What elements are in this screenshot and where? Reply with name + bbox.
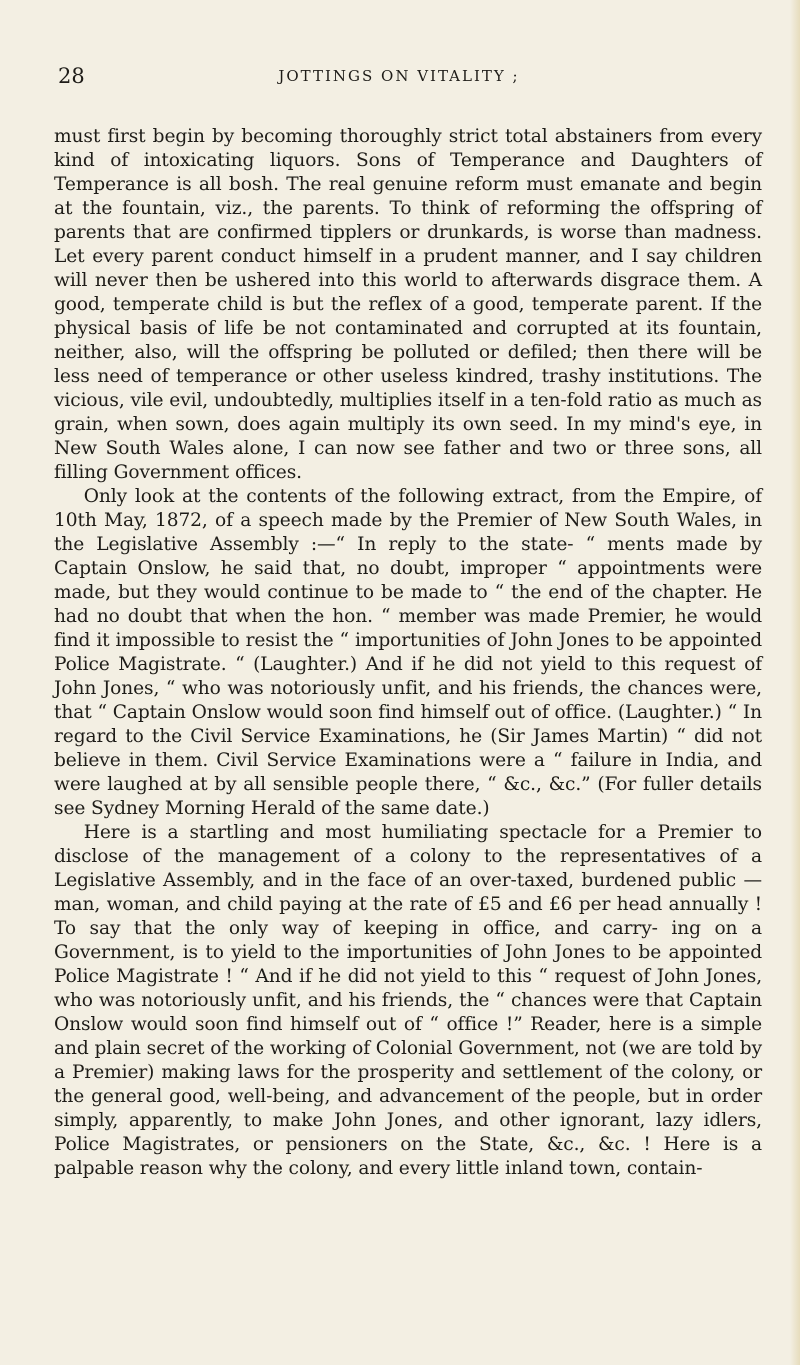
- page-edge: [790, 0, 800, 1365]
- paragraph: Only look at the contents of the following extract, from the Empire, of 10th May, 1872, of a speech made by the Premier of New South Wales, in the Legislative Assembly :—“ In reply to the state- “ ments made by Captain Onslow, he said that, no doubt, improper “ appointments were made, but they would continue to be made to “ the end of the chapter. He had no doubt that when the hon. “ member was made Premier, he would find it impossible to resist the “ importunities of John Jones to be appointed Police Magistrate. “ (Laughter.) And if he did not yield to this request of John Jones, “ who was notoriously unfit, and his friends, the chances were, that “ Captain Onslow would soon find himself out of office. (Laughter.) “ In regard to the Civil Service Examinations, he (Sir James Martin) “ did not believe in them. Civil Service Examinations were a “ failure in India, and were laughed at by all sensible people there, “ &c., &c.” (For fuller details see Sydney Morning Herald of the same date.): [54, 486, 762, 819]
- running-head: JOTTINGS ON VITALITY ;: [278, 67, 520, 85]
- paragraph: Here is a startling and most humiliating spectacle for a Premier to disclose of the management of a colony to the representatives of a Legislative Assembly, and in the face of an over-taxed, burdened public —man, woman, and child paying at the rate of £5 and £6 per head annually ! To say that the only way of keeping in office, and carry- ing on a Government, is to yield to the importunities of John Jones to be appointed Police Magistrate ! “ And if he did not yield to this “ request of John Jones, who was notoriously unfit, and his friends, the “ chances were that Captain Onslow would soon find himself out of “ office !” Reader, here is a simple and plain secret of the working of Colonial Government, not (we are told by a Premier) making laws for the prosperity and settlement of the colony, or the general good, well-being, and advancement of the people, but in order simply, apparently, to make John Jones, and other ignorant, lazy idlers, Police Magistrates, or pensioners on the State, &c., &c. ! Here is a palpable reason why the colony, and every little inland town, contain-: [54, 822, 762, 1179]
- page-number: 28: [58, 64, 85, 88]
- body-text: [54, 125, 762, 1181]
- paragraph: must first begin by becoming thoroughly strict total abstainers from every kind of intoxicating liquors. Sons of Temperance and Daughters of Temperance is all bosh. The real genuine reform must emanate and begin at the fountain, viz., the parents. To think of reforming the offspring of parents that are confirmed tipplers or drunkards, is worse than madness. Let every parent conduct himself in a prudent manner, and I say children will never then be ushered into this world to afterwards disgrace them. A good, temperate child is but the reflex of a good, temperate parent. If the physical basis of life be not contaminated and corrupted at its fountain, neither, also, will the offspring be polluted or defiled; then there will be less need of temperance or other useless kindred, trashy institutions. The vicious, vile evil, undoubtedly, multiplies itself in a ten-fold ratio as much as grain, when sown, does again multiply its own seed. In my mind's eye, in New South Wales alone, I can now see father and two or three sons, all filling Government offices.: [54, 126, 762, 483]
- page-header: [58, 64, 740, 94]
